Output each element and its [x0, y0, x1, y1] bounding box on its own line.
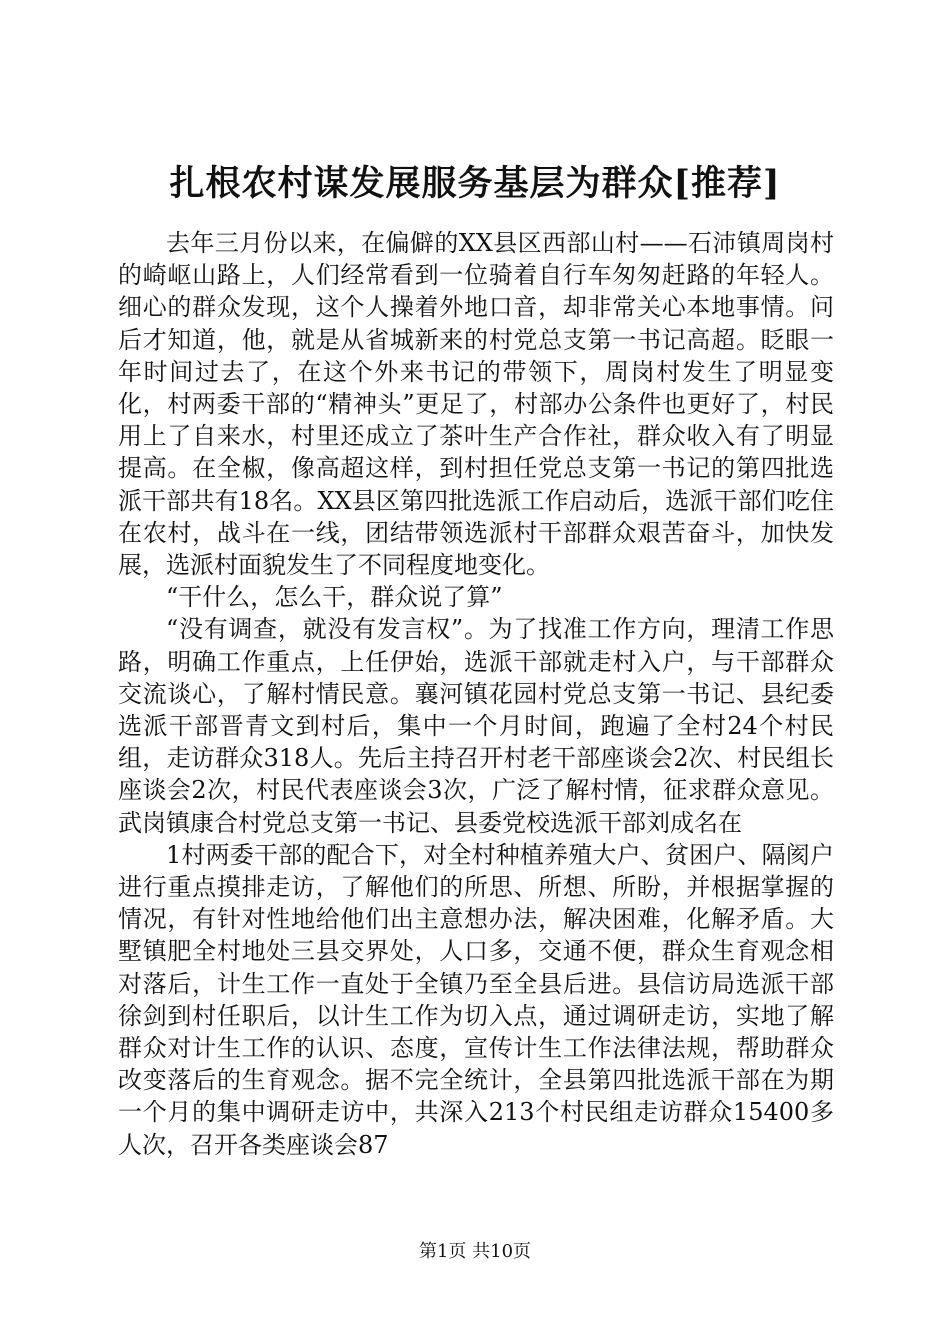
- section-heading: “干什么，怎么干，群众说了算”: [166, 583, 503, 612]
- body-paragraph: 去年三月份以来，在偏僻的XX县区西部山村——石沛镇周岗村的崎岖山路上，人们经常看到一位骑着自行车匆匆赶路的年轻人。细心的群众发现，这个人操着外地口音，却非常关心本地事情。问后才知道，他，就是从省城新来的村党总支第一书记高超。眨眼一年时间过去了，在这个外来书记的带领下，周岗村发生了明显变化，村两委干部的“精神头”更足了，村部办公条件也更好了，村民用上了自来水，村里还成立了茶叶生产合作社，群众收入有了明显提高。在全椒，像高超这样，到村担任党总支第一书记的第四批选派干部共有18名。XX县区第四批选派工作启动后，选派干部们吃住在农村，战斗在一线，团结带领选派村干部群众艰苦奋斗，加快发展，选派村面貌发生了不同程度地变化。: [118, 229, 834, 580]
- body-paragraph: “没有调查，就没有发言权”。为了找准工作方向，理清工作思路，明确工作重点，上任伊始，选派干部就走村入户，与干部群众交流谈心，了解村情民意。襄河镇花园村党总支第一书记、县纪委选派干部晋青文到村后，集中一个月时间，跑遍了全村24个村民组，走访群众318人。先后主持召开村老干部座谈会2次、村民组长座谈会2次，村民代表座谈会3次，广泛了解村情，征求群众意见。武岗镇康合村党总支第一书记、县委党校选派干部刘成名在: [118, 615, 834, 837]
- document-title: 扎根农村谋发展服务基层为群众[推荐]: [169, 163, 781, 204]
- document-body: [118, 227, 834, 1161]
- body-paragraph: 1村两委干部的配合下，对全村种植养殖大户、贫困户、隔阂户进行重点摸排走访，了解他们的所思、所想、所盼，并根据掌握的情况，有针对性地给他们出主意想办法，解决困难，化解矛盾。大墅镇肥全村地处三县交界处，人口多，交通不便，群众生育观念相对落后，计生工作一直处于全镇乃至全县后进。县信访局选派干部徐剑到村任职后，以计生工作为切入点，通过调研走访，实地了解群众对计生工作的认识、态度，宣传计生工作法律法规，帮助群众改变落后的生育观念。据不完全统计，全县第四批选派干部在为期一个月的集中调研走访中，共深入213个村民组走访群众15400多人次，召开各类座谈会87: [118, 840, 834, 1159]
- page-number: 第1页 共10页: [418, 1241, 532, 1262]
